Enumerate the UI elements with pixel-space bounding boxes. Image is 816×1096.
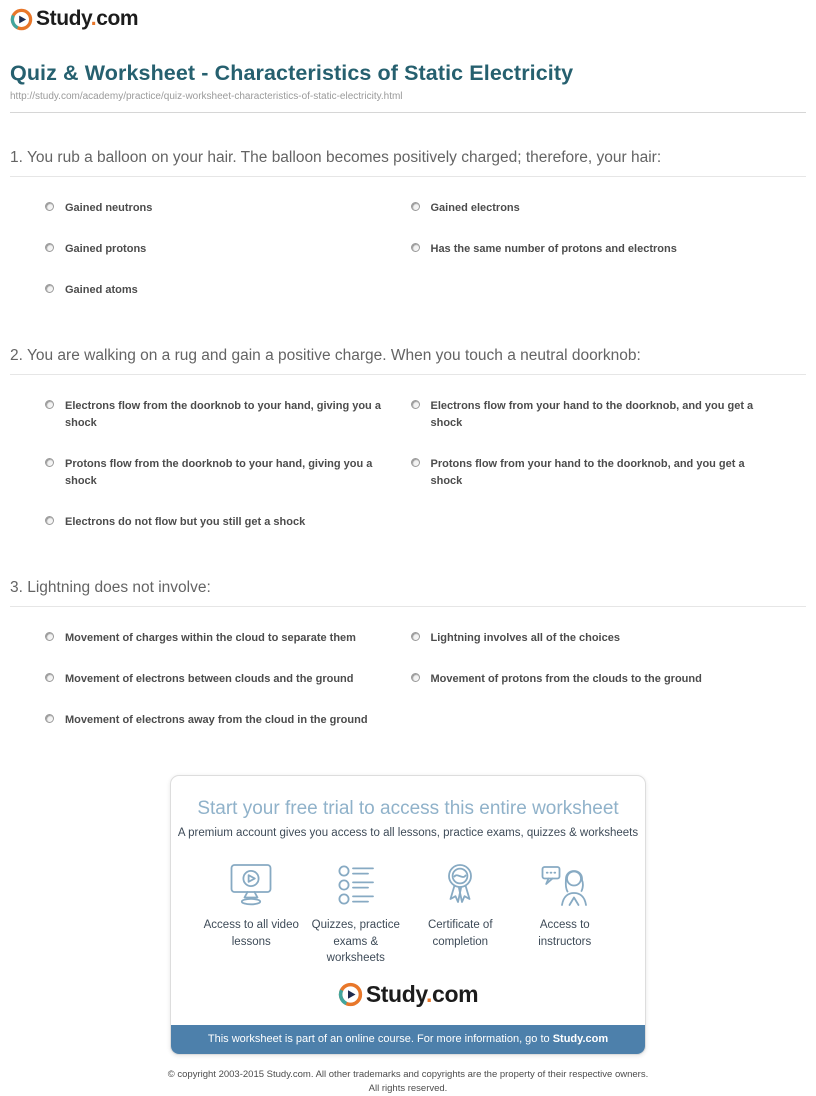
feature-instructors	[513, 861, 618, 967]
page-header	[0, 0, 816, 36]
copyright-line-1: © copyright 2003-2015 Study.com. All other trademarks and copyrights are the property of their respective owners.	[167, 1069, 649, 1081]
option-label: Gained atoms	[65, 283, 138, 296]
radio-button-icon[interactable]	[411, 632, 420, 641]
question-3	[10, 579, 806, 729]
option-label: Movement of electrons away from the cloud in the ground	[65, 713, 368, 726]
banner-studycom-text: Study.com	[552, 1033, 609, 1046]
copyright-line-2: All rights reserved.	[368, 1082, 448, 1094]
q3-option-3[interactable]	[45, 671, 399, 688]
instructor-icon	[540, 861, 590, 907]
feature-label: Access to all video lessons	[203, 919, 299, 948]
play-circle-icon	[10, 8, 33, 31]
trial-card-subheading: A premium account gives you access to all lessons, practice exams, quizzes & worksheets	[177, 827, 639, 840]
option-label: Movement of electrons between clouds and the ground	[65, 672, 354, 685]
q1-option-5[interactable]	[45, 282, 399, 299]
feature-certificate	[408, 861, 513, 967]
radio-button-icon[interactable]	[45, 202, 54, 211]
option-label: Lightning involves all of the choices	[430, 631, 620, 644]
feature-label: Access to instructors	[538, 919, 592, 948]
option-label: Electrons flow from the doorknob to your hand, giving you a shock	[65, 399, 381, 429]
divider	[10, 112, 806, 113]
q3-option-4[interactable]	[411, 671, 765, 688]
q1-option-2[interactable]	[411, 200, 765, 217]
option-label: Movement of charges within the cloud to separate them	[65, 631, 356, 644]
q3-option-1[interactable]	[45, 630, 399, 647]
radio-button-icon[interactable]	[45, 632, 54, 641]
radio-button-icon[interactable]	[45, 516, 54, 525]
radio-button-icon[interactable]	[411, 243, 420, 252]
option-label: Movement of protons from the clouds to the ground	[430, 672, 702, 685]
option-label: Gained neutrons	[65, 201, 153, 214]
feature-video-lessons	[199, 861, 304, 967]
page-url: http://study.com/academy/practice/quiz-worksheet-characteristics-of-static-electricity.html	[10, 90, 403, 102]
feature-list	[171, 861, 645, 967]
radio-button-icon[interactable]	[45, 284, 54, 293]
studycom-logo[interactable]	[10, 7, 138, 31]
q1-option-3[interactable]	[45, 241, 399, 258]
question-1-text: 1. You rub a balloon on your hair. The balloon becomes positively charged; therefore, your hair:	[10, 149, 806, 177]
radio-button-icon[interactable]	[411, 458, 420, 467]
radio-button-icon[interactable]	[45, 673, 54, 682]
certificate-icon	[438, 861, 482, 907]
q1-option-1[interactable]	[45, 200, 399, 217]
play-circle-icon	[338, 982, 363, 1007]
q2-option-2[interactable]	[411, 398, 765, 432]
feature-label: Quizzes, practice exams & worksheets	[311, 919, 400, 965]
checklist-icon	[335, 861, 377, 907]
option-label: Gained electrons	[430, 201, 520, 214]
question-1	[10, 149, 806, 299]
q2-option-3[interactable]	[45, 456, 399, 490]
page-title: Quiz & Worksheet - Characteristics of Static Electricity	[10, 60, 574, 85]
option-label: Protons flow from your hand to the doorknob, and you get a shock	[430, 457, 745, 487]
option-label: Electrons do not flow but you still get a shock	[65, 515, 306, 528]
course-info-banner: This worksheet is part of an online course. For more information, go to Study.com	[171, 1025, 645, 1054]
video-monitor-icon	[227, 861, 275, 907]
question-1-options	[10, 200, 806, 299]
copyright-notice	[10, 1068, 806, 1096]
feature-quizzes	[304, 861, 409, 967]
card-logo-row	[171, 981, 645, 1012]
radio-button-icon[interactable]	[411, 202, 420, 211]
logo-wordmark: Study.com	[365, 981, 479, 1008]
option-label: Protons flow from the doorknob to your hand, giving you a shock	[65, 457, 373, 487]
question-2-options	[10, 398, 806, 531]
logo-wordmark: Study.com	[36, 7, 139, 30]
radio-button-icon[interactable]	[45, 243, 54, 252]
studycom-logo-card	[338, 981, 478, 1008]
q2-option-1[interactable]	[45, 398, 399, 432]
question-3-text: 3. Lightning does not involve:	[10, 579, 806, 607]
radio-button-icon[interactable]	[45, 714, 54, 723]
q2-option-4[interactable]	[411, 456, 765, 490]
radio-button-icon[interactable]	[411, 673, 420, 682]
radio-button-icon[interactable]	[45, 400, 54, 409]
option-label: Gained protons	[65, 242, 147, 255]
radio-button-icon[interactable]	[45, 458, 54, 467]
question-3-options	[10, 630, 806, 729]
option-label: Electrons flow from your hand to the doorknob, and you get a shock	[430, 399, 754, 429]
question-2	[10, 347, 806, 531]
free-trial-card	[170, 775, 646, 1055]
question-2-text: 2. You are walking on a rug and gain a positive charge. When you touch a neutral doorknob:	[10, 347, 806, 375]
trial-card-heading: Start your free trial to access this entire worksheet	[197, 798, 619, 820]
q2-option-5[interactable]	[45, 514, 399, 531]
q3-option-2[interactable]	[411, 630, 765, 647]
q3-option-5[interactable]	[45, 712, 399, 729]
q1-option-4[interactable]	[411, 241, 765, 258]
worksheet-body	[0, 61, 816, 1096]
feature-label: Certificate of completion	[427, 919, 493, 948]
radio-button-icon[interactable]	[411, 400, 420, 409]
option-label: Has the same number of protons and electrons	[430, 242, 677, 255]
